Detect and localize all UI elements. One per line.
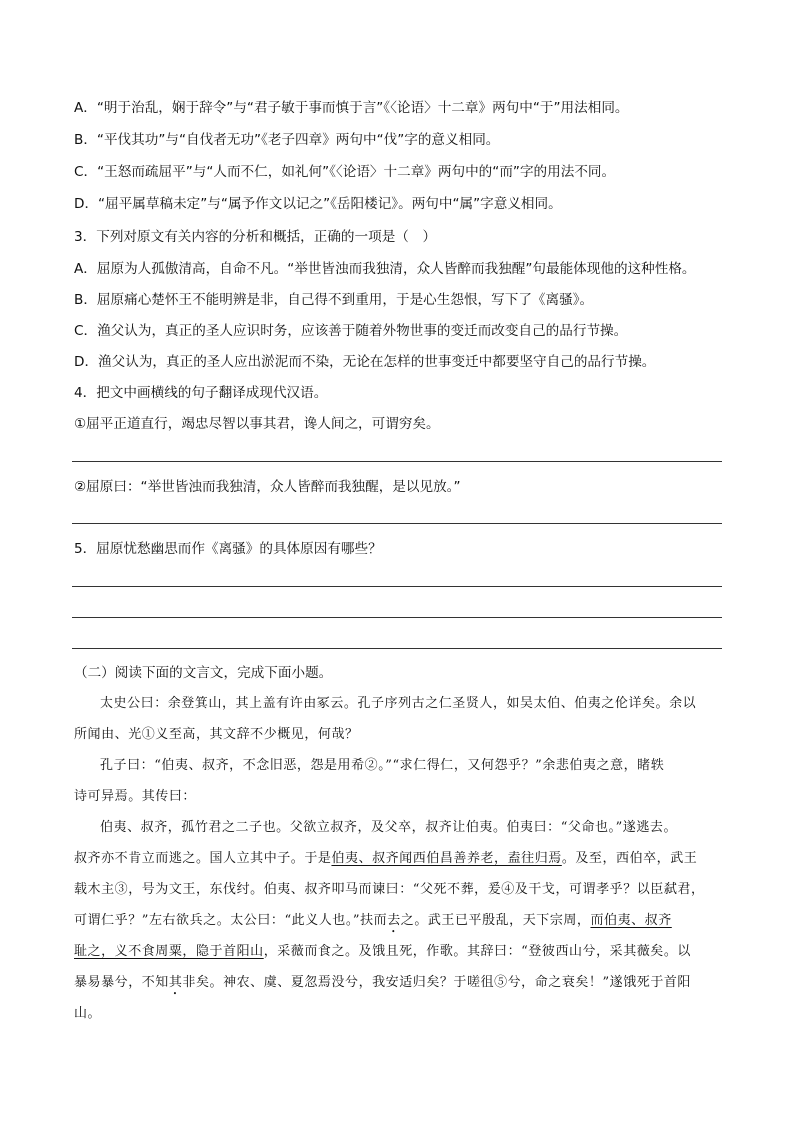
answer-line-3[interactable] xyxy=(72,586,722,587)
passage-text: 。及至，西伯卒，武王 xyxy=(561,851,698,866)
passage-line: 山。 xyxy=(74,1006,102,1021)
passage-text: 非矣。神农、虞、夏忽焉没兮，我安适归矣？于嗟徂⑤兮，命之衰矣！”遂饿死于首阳 xyxy=(182,975,691,990)
q5-stem: 5．屈原忧愁幽思而作《离骚》的具体原因有哪些？ xyxy=(74,541,382,557)
q4-stem: 4．把文中画横线的句子翻译成现代汉语。 xyxy=(74,385,328,401)
passage-text: ，采薇而食之。及饿且死，作歌。其辞曰：“登彼西山兮，采其薇矣。以 xyxy=(263,944,691,959)
passage-line: 所闻由、光①义至高，其文辞不少概见，何哉？ xyxy=(74,727,359,742)
q2-option-a: A．“明于治乱，娴于辞令”与“君子敏于事而慎于言”《〈论语〉十二章》两句中“于”用法相同。 xyxy=(74,100,629,116)
answer-line-1[interactable] xyxy=(72,461,722,462)
q3-option-a: A．屈原为人孤傲清高，自命不凡。“举世皆浊而我独清，众人皆醉而我独醒”句最能体现他的这种性格。 xyxy=(74,261,696,277)
q3-option-d: D．渔父认为，真正的圣人应出淤泥而不染，无论在怎样的世事变迁中都要坚守自己的品行节操。 xyxy=(74,354,656,370)
passage-text: 可谓仁乎？”左右欲兵之。太公曰：“此义人也。”扶而 xyxy=(74,913,388,928)
q2-option-d: D．“屈平属草稿未定”与“属予作文以记之”《岳阳楼记》。两句中“属”字意义相同。 xyxy=(74,196,562,212)
passage-line xyxy=(74,973,691,998)
passage-line: 太史公曰：余登箕山，其上盖有许由冢云。孔子序列古之仁圣贤人，如吴太伯、伯夷之伦详矣。余以 xyxy=(100,696,697,711)
passage-line: 伯夷、叔齐，孤竹君之二子也。父欲立叔齐，及父卒，叔齐让伯夷。伯夷曰：“父命也。”遂逃去。 xyxy=(100,820,677,835)
passage-text: 叔齐亦不肯立而逃之。国人立其中子。于是 xyxy=(74,851,332,866)
answer-line-4[interactable] xyxy=(72,617,722,618)
passage-line xyxy=(74,849,697,869)
dotted-character: 其 xyxy=(168,975,183,990)
passage-text: 暴易暴兮，不知 xyxy=(74,975,169,990)
q3-option-b: B．屈原痛心楚怀王不能明辨是非，自己得不到重用，于是心生怨恨，写下了《离骚》。 xyxy=(74,292,594,308)
passage-line: 孔子曰：“伯夷、叔齐，不念旧恶，怨是用希②。”“求仁得仁，又何怨乎？”余悲伯夷之意，睹轶 xyxy=(100,758,665,773)
q4-sentence-2: ②屈原曰：“举世皆浊而我独清，众人皆醉而我独醒，是以见放。” xyxy=(74,479,461,495)
q2-option-b: B．“平伐其功”与“自伐者无功”《老子四章》两句中“伐”字的意义相同。 xyxy=(74,132,500,148)
passage-line: 载木主③，号为文王，东伐纣。伯夷、叔齐叩马而谏曰：“父死不葬，爰④及干戈，可谓孝乎？以臣弑君， xyxy=(74,882,705,897)
q2-option-c: C．“王怒而疏屈平”与“人而不仁，如礼何”《〈论语〉十二章》两句中的“而”字的用法不同。 xyxy=(74,164,616,180)
underlined-sentence: 而伯夷、叔齐 xyxy=(590,913,672,928)
passage-line xyxy=(74,942,691,962)
passage-line xyxy=(74,911,672,936)
underlined-sentence: 伯夷、叔齐闻西伯昌善养老，盍往归焉 xyxy=(331,851,562,866)
answer-line-2[interactable] xyxy=(72,523,722,524)
q4-sentence-1: ①屈平正道直行，竭忠尽智以事其君，谗人间之，可谓穷矣。 xyxy=(74,416,440,432)
answer-line-5[interactable] xyxy=(72,648,722,649)
passage-text: 之。武王已平殷乱，天下宗周， xyxy=(400,913,591,928)
section-heading: （二）阅读下面的文言文，完成下面小题。 xyxy=(74,665,333,681)
dotted-character: 去 xyxy=(387,913,401,928)
q3-option-c: C．渔父认为，真正的圣人应识时务，应该善于随着外物世事的变迁而改变自己的品行节操。 xyxy=(74,323,628,339)
q3-stem: 3．下列对原文有关内容的分析和概括，正确的一项是（ ） xyxy=(74,229,437,245)
passage-line: 诗可异焉。其传曰： xyxy=(74,789,196,804)
underlined-sentence: 耻之，义不食周粟，隐于首阳山 xyxy=(74,944,264,959)
